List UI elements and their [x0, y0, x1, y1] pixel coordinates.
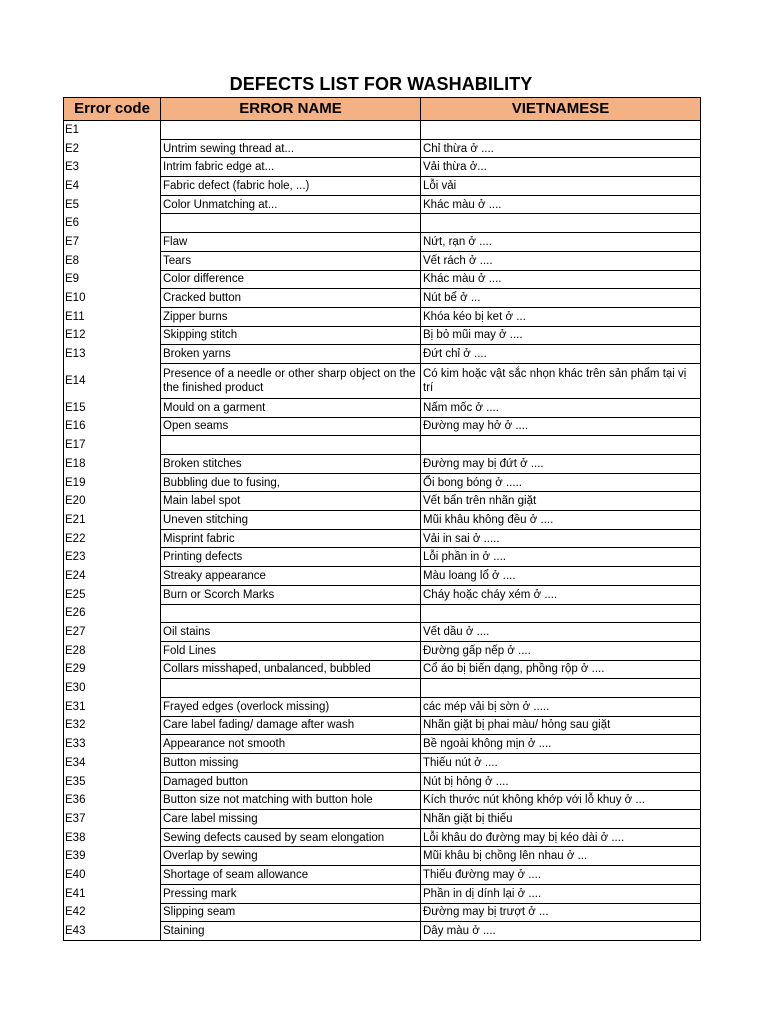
error-code-cell: E1: [64, 121, 161, 140]
table-body: [64, 121, 701, 941]
vietnamese-cell: Lỗi khâu do đường may bị kéo dài ở ....: [421, 828, 701, 847]
error-code-cell: E17: [64, 436, 161, 455]
error-code-cell: E16: [64, 417, 161, 436]
table-row: [64, 866, 701, 885]
error-code-cell: E24: [64, 567, 161, 586]
error-code-cell: E14: [64, 363, 161, 398]
table-row: [64, 567, 701, 586]
error-name-cell: Skipping stitch: [161, 326, 421, 345]
error-name-cell: Untrim sewing thread at...: [161, 139, 421, 158]
error-code-cell: E15: [64, 398, 161, 417]
vietnamese-cell: Đường may hở ở ....: [421, 417, 701, 436]
error-code-cell: E11: [64, 307, 161, 326]
error-code-cell: E34: [64, 754, 161, 773]
error-name-cell: Slipping seam: [161, 903, 421, 922]
vietnamese-cell: Bề ngoài không mịn ở ....: [421, 735, 701, 754]
error-name-cell: Fold Lines: [161, 641, 421, 660]
table-row: [64, 697, 701, 716]
vietnamese-cell: [421, 121, 701, 140]
vietnamese-cell: Dây màu ở ....: [421, 922, 701, 941]
error-name-cell: Main label spot: [161, 492, 421, 511]
table-row: [64, 307, 701, 326]
error-name-cell: Bubbling due to fusing,: [161, 473, 421, 492]
vietnamese-cell: Vết dầu ở ....: [421, 623, 701, 642]
table-row: [64, 195, 701, 214]
vietnamese-cell: Đường gấp nếp ở ....: [421, 641, 701, 660]
error-name-cell: [161, 436, 421, 455]
error-name-cell: Color Unmatching at...: [161, 195, 421, 214]
error-code-cell: E19: [64, 473, 161, 492]
table-row: [64, 270, 701, 289]
error-name-cell: Oil stains: [161, 623, 421, 642]
table-row: [64, 139, 701, 158]
table-row: [64, 289, 701, 308]
error-code-cell: E21: [64, 511, 161, 530]
vietnamese-cell: [421, 604, 701, 623]
error-name-cell: Fabric defect (fabric hole, ...): [161, 177, 421, 196]
table-row: [64, 398, 701, 417]
error-name-cell: Broken yarns: [161, 345, 421, 364]
vietnamese-cell: Chỉ thừa ở ....: [421, 139, 701, 158]
vietnamese-cell: Lỗi vải: [421, 177, 701, 196]
table-row: [64, 492, 701, 511]
error-name-cell: Zipper burns: [161, 307, 421, 326]
error-code-cell: E10: [64, 289, 161, 308]
vietnamese-cell: Khác màu ở ....: [421, 195, 701, 214]
error-code-cell: E4: [64, 177, 161, 196]
error-name-cell: Flaw: [161, 233, 421, 252]
error-code-cell: E38: [64, 828, 161, 847]
table-row: [64, 828, 701, 847]
error-code-cell: E29: [64, 660, 161, 679]
error-code-cell: E27: [64, 623, 161, 642]
page-title: DEFECTS LIST FOR WASHABILITY: [229, 74, 533, 94]
vietnamese-cell: Mũi khâu không đều ở ....: [421, 511, 701, 530]
error-name-cell: Uneven stitching: [161, 511, 421, 530]
error-name-cell: [161, 679, 421, 698]
table-row: [64, 679, 701, 698]
vietnamese-cell: Nút bị hỏng ở ....: [421, 772, 701, 791]
error-code-cell: E28: [64, 641, 161, 660]
vietnamese-cell: Ổi bong bóng ở .....: [421, 473, 701, 492]
header-row: [64, 98, 701, 121]
error-code-cell: E31: [64, 697, 161, 716]
error-name-cell: Sewing defects caused by seam elongation: [161, 828, 421, 847]
vietnamese-cell: Lỗi phần in ở ....: [421, 548, 701, 567]
table-row: [64, 436, 701, 455]
error-code-cell: E18: [64, 455, 161, 474]
vietnamese-cell: Đường may bị đứt ở ....: [421, 455, 701, 474]
error-code-cell: E32: [64, 716, 161, 735]
table-row: [64, 251, 701, 270]
error-name-cell: Broken stitches: [161, 455, 421, 474]
table-row: [64, 233, 701, 252]
error-name-cell: Overlap by sewing: [161, 847, 421, 866]
table-row: [64, 623, 701, 642]
table-row: [64, 641, 701, 660]
error-name-cell: Care label missing: [161, 810, 421, 829]
error-name-cell: Pressing mark: [161, 884, 421, 903]
error-name-cell: [161, 214, 421, 233]
table-row: [64, 529, 701, 548]
header-vietnamese: VIETNAMESE: [421, 98, 701, 121]
error-code-cell: E41: [64, 884, 161, 903]
vietnamese-cell: Nứt, rạn ở ....: [421, 233, 701, 252]
vietnamese-cell: Khóa kéo bị ket ở ...: [421, 307, 701, 326]
header-error-code: Error code: [64, 98, 161, 121]
vietnamese-cell: Đứt chỉ ở ....: [421, 345, 701, 364]
error-name-cell: Damaged button: [161, 772, 421, 791]
error-code-cell: E12: [64, 326, 161, 345]
vietnamese-cell: Màu loang lổ ở ....: [421, 567, 701, 586]
vietnamese-cell: Cháy hoặc cháy xém ở ....: [421, 585, 701, 604]
table-row: [64, 660, 701, 679]
table-header: [64, 98, 701, 121]
error-code-cell: E30: [64, 679, 161, 698]
vietnamese-cell: Thiếu đường may ở ....: [421, 866, 701, 885]
error-name-cell: Button size not matching with button hole: [161, 791, 421, 810]
vietnamese-cell: các mép vải bị sờn ở .....: [421, 697, 701, 716]
error-name-cell: Open seams: [161, 417, 421, 436]
table-row: [64, 177, 701, 196]
vietnamese-cell: Kích thước nút không khớp với lỗ khuy ở ...: [421, 791, 701, 810]
defects-table: [63, 97, 701, 941]
error-name-cell: [161, 121, 421, 140]
table-row: [64, 810, 701, 829]
vietnamese-cell: [421, 214, 701, 233]
error-name-cell: Shortage of seam allowance: [161, 866, 421, 885]
table-row: [64, 791, 701, 810]
vietnamese-cell: Bị bỏ mũi may ở ....: [421, 326, 701, 345]
table-row: [64, 214, 701, 233]
table-row: [64, 326, 701, 345]
vietnamese-cell: Vết rách ở ....: [421, 251, 701, 270]
error-name-cell: Streaky appearance: [161, 567, 421, 586]
table-row: [64, 604, 701, 623]
vietnamese-cell: Thiếu nút ở ....: [421, 754, 701, 773]
vietnamese-cell: Nút bể ở ...: [421, 289, 701, 308]
error-name-cell: Cracked button: [161, 289, 421, 308]
error-name-cell: Mould on a garment: [161, 398, 421, 417]
vietnamese-cell: Vải in sai ở .....: [421, 529, 701, 548]
table-row: [64, 417, 701, 436]
error-name-cell: Collars misshaped, unbalanced, bubbled: [161, 660, 421, 679]
error-code-cell: E26: [64, 604, 161, 623]
table-row: [64, 121, 701, 140]
table-row: [64, 922, 701, 941]
error-name-cell: [161, 604, 421, 623]
vietnamese-cell: Vải thừa ở...: [421, 158, 701, 177]
vietnamese-cell: Khác màu ở ....: [421, 270, 701, 289]
error-name-cell: Frayed edges (overlock missing): [161, 697, 421, 716]
error-name-cell: Presence of a needle or other sharp object on the the finished product: [161, 363, 421, 398]
error-code-cell: E22: [64, 529, 161, 548]
error-code-cell: E25: [64, 585, 161, 604]
error-name-cell: Button missing: [161, 754, 421, 773]
error-code-cell: E5: [64, 195, 161, 214]
error-name-cell: Burn or Scorch Marks: [161, 585, 421, 604]
table-row: [64, 473, 701, 492]
error-name-cell: Appearance not smooth: [161, 735, 421, 754]
table-row: [64, 754, 701, 773]
error-name-cell: Color difference: [161, 270, 421, 289]
error-code-cell: E37: [64, 810, 161, 829]
vietnamese-cell: Mũi khâu bị chồng lên nhau ở ...: [421, 847, 701, 866]
error-name-cell: Tears: [161, 251, 421, 270]
error-code-cell: E35: [64, 772, 161, 791]
error-code-cell: E43: [64, 922, 161, 941]
vietnamese-cell: Nấm mốc ở ....: [421, 398, 701, 417]
vietnamese-cell: Phần in dị dính lại ở ....: [421, 884, 701, 903]
error-name-cell: Printing defects: [161, 548, 421, 567]
table-row: [64, 548, 701, 567]
error-code-cell: E36: [64, 791, 161, 810]
table-row: [64, 511, 701, 530]
vietnamese-cell: Nhãn giặt bị thiếu: [421, 810, 701, 829]
error-code-cell: E33: [64, 735, 161, 754]
error-name-cell: Intrim fabric edge at...: [161, 158, 421, 177]
error-code-cell: E42: [64, 903, 161, 922]
error-code-cell: E8: [64, 251, 161, 270]
header-error-name: ERROR NAME: [161, 98, 421, 121]
vietnamese-cell: [421, 679, 701, 698]
vietnamese-cell: Nhãn giặt bị phai màu/ hỏng sau giặt: [421, 716, 701, 735]
vietnamese-cell: [421, 436, 701, 455]
table-row: [64, 847, 701, 866]
vietnamese-cell: Cổ áo bị biến dạng, phồng rộp ở ....: [421, 660, 701, 679]
table-row: [64, 585, 701, 604]
table-row: [64, 716, 701, 735]
error-code-cell: E39: [64, 847, 161, 866]
error-code-cell: E3: [64, 158, 161, 177]
table-row: [64, 884, 701, 903]
error-name-cell: Care label fading/ damage after wash: [161, 716, 421, 735]
table-row: [64, 363, 701, 398]
error-code-cell: E13: [64, 345, 161, 364]
vietnamese-cell: Có kim hoặc vật sắc nhọn khác trên sản phẩm tại vị trí: [421, 363, 701, 398]
error-code-cell: E9: [64, 270, 161, 289]
error-code-cell: E23: [64, 548, 161, 567]
table-row: [64, 772, 701, 791]
vietnamese-cell: Đường may bị trượt ở ...: [421, 903, 701, 922]
error-name-cell: Misprint fabric: [161, 529, 421, 548]
error-code-cell: E7: [64, 233, 161, 252]
error-name-cell: Staining: [161, 922, 421, 941]
table-row: [64, 158, 701, 177]
error-code-cell: E20: [64, 492, 161, 511]
table-row: [64, 455, 701, 474]
table-row: [64, 735, 701, 754]
table-row: [64, 345, 701, 364]
vietnamese-cell: Vết bẩn trên nhãn giặt: [421, 492, 701, 511]
table-row: [64, 903, 701, 922]
error-code-cell: E6: [64, 214, 161, 233]
error-code-cell: E2: [64, 139, 161, 158]
error-code-cell: E40: [64, 866, 161, 885]
